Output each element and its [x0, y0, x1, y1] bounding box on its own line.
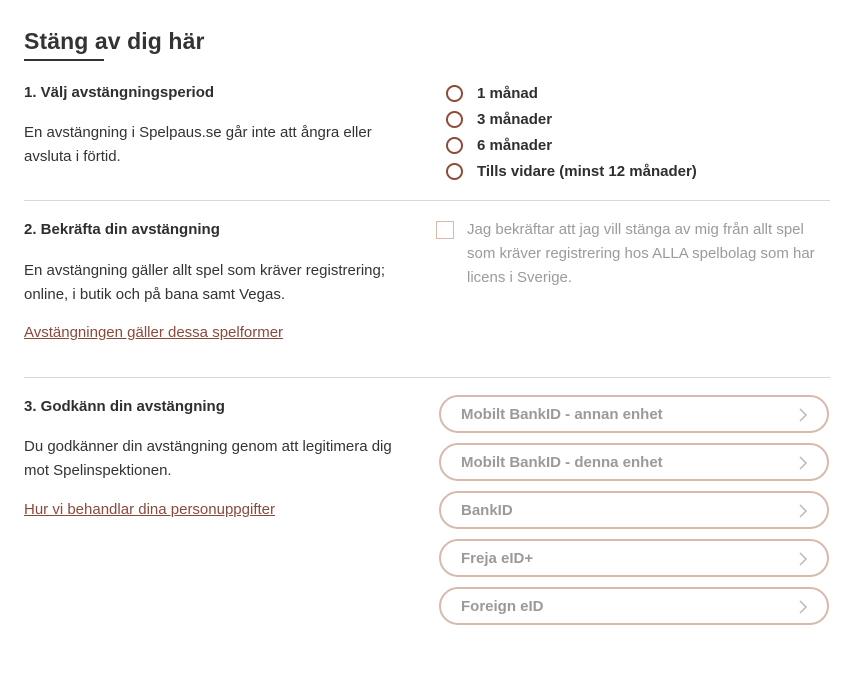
- radio-indefinite[interactable]: [446, 160, 697, 182]
- radio-3-months[interactable]: [446, 108, 552, 130]
- button-label: BankID: [461, 501, 513, 519]
- divider: [24, 200, 830, 201]
- chevron-right-icon: [797, 600, 809, 614]
- confirm-checkbox-label: Jag bekräftar att jag vill stänga av mig från allt spel som kräver registrering hos ALLA spelbolag som har licens i Sverige.: [467, 221, 815, 286]
- divider: [24, 377, 830, 378]
- radio-circle[interactable]: [446, 111, 463, 128]
- radio-circle[interactable]: [446, 137, 463, 154]
- radio-label: 6 månader: [477, 136, 553, 154]
- button-label: Mobilt BankID - denna enhet: [461, 453, 663, 471]
- button-label: Freja eID+: [461, 549, 534, 567]
- radio-label: Tills vidare (minst 12 månader): [477, 162, 697, 180]
- title-underline: [24, 59, 104, 61]
- button-label: Foreign eID: [461, 597, 544, 615]
- mobile-bankid-other-device-button[interactable]: [439, 395, 829, 433]
- radio-circle[interactable]: [446, 85, 463, 102]
- radio-6-months[interactable]: [446, 134, 552, 156]
- button-label: Mobilt BankID - annan enhet: [461, 405, 663, 423]
- chevron-right-icon: [797, 504, 809, 518]
- approve-text: Du godkänner din avstängning genom att legitimera dig mot Spelinspektionen.: [24, 438, 392, 479]
- confirm-checkbox[interactable]: [436, 221, 454, 239]
- foreign-eid-button[interactable]: [439, 587, 829, 625]
- radio-circle[interactable]: [446, 163, 463, 180]
- bankid-button[interactable]: [439, 491, 829, 529]
- confirm-heading: 2. Bekräfta din avstängning: [24, 221, 220, 238]
- mobile-bankid-this-device-button[interactable]: [439, 443, 829, 481]
- radio-1-month[interactable]: [446, 82, 538, 104]
- chevron-right-icon: [797, 456, 809, 470]
- radio-label: 1 månad: [477, 84, 538, 102]
- confirm-text: En avstängning gäller allt spel som kräver registrering; online, i butik och på bana samt Vegas.: [24, 262, 386, 303]
- game-forms-link[interactable]: Avstängningen gäller dessa spelformer: [24, 324, 284, 341]
- radio-label: 3 månader: [477, 110, 553, 128]
- period-text: En avstängning i Spelpaus.se går inte att ångra eller avsluta i förtid.: [24, 124, 372, 165]
- freja-eid-button[interactable]: [439, 539, 829, 577]
- chevron-right-icon: [797, 552, 809, 566]
- page-title: Stäng av dig här: [24, 28, 205, 54]
- chevron-right-icon: [797, 408, 809, 422]
- privacy-link[interactable]: Hur vi behandlar dina personuppgifter: [24, 501, 275, 518]
- period-heading: 1. Välj avstängningsperiod: [24, 84, 215, 101]
- approve-heading: 3. Godkänn din avstängning: [24, 398, 225, 415]
